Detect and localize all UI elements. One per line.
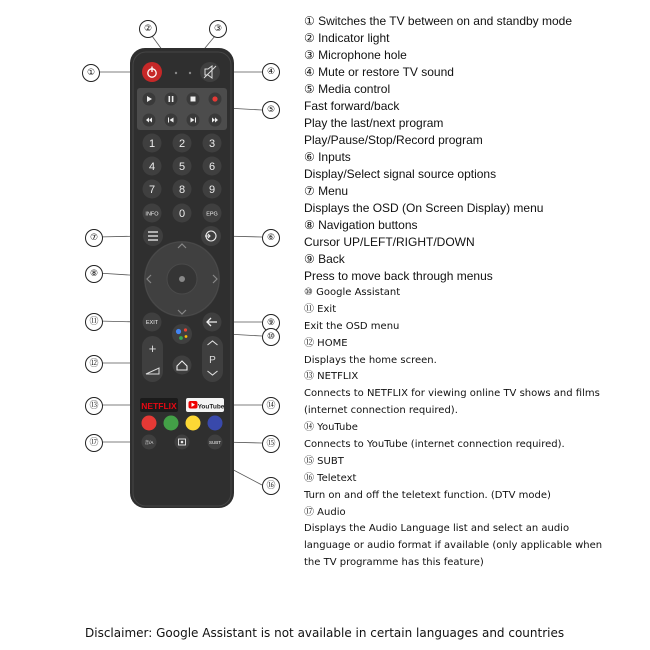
digit-8[interactable]: 8 — [178, 184, 186, 196]
legend-line: ⑤ Media control — [304, 82, 391, 96]
mute-button[interactable] — [200, 62, 220, 82]
netflix-logo: NETFLIX — [141, 401, 177, 411]
legend-line: Displays the Audio Language list and select an audio — [304, 523, 570, 535]
input-button[interactable] — [201, 226, 221, 246]
button-legend — [304, 13, 644, 572]
legend-line: ⑩ Google Assistant — [304, 287, 401, 298]
legend-line: ⑦ Menu — [304, 184, 349, 198]
digit-9[interactable]: 9 — [208, 184, 216, 196]
netflix-button[interactable] — [140, 398, 178, 412]
green-key[interactable] — [164, 416, 179, 431]
callout-10: ⑩ — [262, 328, 280, 346]
youtube-button[interactable] — [186, 398, 225, 412]
legend-line: ⑮ SUBT — [304, 455, 344, 467]
legend-line: Cursor UP/LEFT/RIGHT/DOWN — [304, 235, 475, 249]
legend-line: Display/Select signal source options — [304, 167, 497, 181]
exit-label: EXIT — [145, 320, 159, 326]
pause-icon — [169, 96, 171, 102]
digit-5[interactable]: 5 — [178, 161, 186, 173]
red-key[interactable] — [142, 416, 157, 431]
legend-line: ⑥ Inputs — [304, 150, 351, 164]
legend-line: ④ Mute or restore TV sound — [304, 65, 454, 79]
legend-line: Displays the home screen. — [304, 354, 437, 366]
volume-up-icon: + — [148, 341, 157, 356]
digit-3[interactable]: 3 — [208, 138, 216, 150]
home-button[interactable] — [173, 356, 192, 375]
audio-button[interactable] — [142, 435, 157, 450]
program-label: P — [209, 355, 216, 366]
menu-button[interactable] — [143, 226, 163, 246]
callout-12: ⑫ — [85, 355, 103, 373]
callout-17: ⑰ — [85, 434, 103, 452]
digit-7[interactable]: 7 — [148, 184, 156, 196]
digit-2[interactable]: 2 — [178, 138, 186, 150]
callout-16: ⑯ — [262, 477, 280, 495]
legend-line: ⑪ Exit — [304, 303, 337, 315]
legend-line: ⑬ NETFLIX — [304, 371, 359, 383]
volume-rocker[interactable] — [142, 336, 163, 382]
callout-3: ③ — [209, 20, 227, 38]
callout-4: ④ — [262, 63, 280, 81]
legend-line: Press to move back through menus — [304, 269, 493, 283]
youtube-logo: YouTube — [197, 403, 225, 411]
legend-line: ⑯ Teletext — [304, 472, 357, 484]
info-button[interactable]: INFO — [145, 211, 159, 218]
subt-button[interactable] — [208, 435, 223, 450]
callout-1: ① — [82, 64, 100, 82]
legend-line: (internet connection required). — [304, 405, 458, 417]
back-button[interactable] — [203, 313, 222, 332]
callout-5: ⑤ — [262, 101, 280, 119]
digit-4[interactable]: 4 — [148, 161, 156, 173]
legend-line: Turn on and off the teletext function. (DTV mode) — [304, 489, 551, 501]
legend-line: ① Switches the TV between on and standby mode — [304, 14, 573, 28]
program-rocker[interactable] — [202, 336, 223, 382]
legend-line: Play/Pause/Stop/Record program — [304, 133, 483, 147]
callout-9: ⑨ — [262, 314, 280, 332]
legend-line: ⑨ Back — [304, 252, 345, 266]
callout-7: ⑦ — [85, 229, 103, 247]
pause-button[interactable] — [165, 93, 178, 106]
legend-line: Displays the OSD (On Screen Display) menu — [304, 201, 544, 215]
microphone-hole — [189, 72, 191, 74]
legend-line: ⑧ Navigation buttons — [304, 218, 418, 232]
digit-1[interactable]: 1 — [148, 138, 156, 150]
remote-diagram — [0, 0, 300, 540]
navigation-pad[interactable] — [144, 241, 220, 317]
callout-14: ⑭ — [262, 397, 280, 415]
teletext-button[interactable] — [175, 435, 190, 450]
epg-button[interactable]: EPG — [206, 211, 218, 218]
record-icon — [212, 96, 217, 101]
legend-line: ② Indicator light — [304, 31, 390, 45]
legend-line: Connects to YouTube (internet connection required). — [304, 439, 565, 451]
callout-8: ⑧ — [85, 265, 103, 283]
legend-line: ⑭ YouTube — [304, 422, 358, 434]
callout-15: ⑮ — [262, 435, 280, 453]
exit-button[interactable] — [143, 313, 162, 332]
legend-line: ③ Microphone hole — [304, 48, 407, 62]
indicator-light — [175, 72, 177, 74]
yellow-key[interactable] — [186, 416, 201, 431]
callout-6: ⑥ — [262, 229, 280, 247]
legend-line: the TV programme has this feature) — [304, 557, 484, 569]
callout-11: ⑪ — [85, 313, 103, 331]
callout-2: ② — [139, 20, 157, 38]
digit-6[interactable]: 6 — [208, 161, 216, 173]
legend-line: ⑰ Audio — [304, 506, 346, 518]
legend-line: Fast forward/back — [304, 99, 400, 113]
digit-0[interactable]: 0 — [178, 208, 186, 220]
stop-icon — [191, 97, 196, 102]
subt-label: SUBT — [208, 440, 222, 445]
legend-line: Play the last/next program — [304, 116, 444, 130]
legend-line: ⑫ HOME — [304, 337, 348, 349]
audio-label: 音/A — [144, 440, 154, 445]
power-button[interactable] — [142, 62, 162, 82]
legend-line: language or audio format if available (only applicable when — [304, 540, 603, 552]
legend-line: Exit the OSD menu — [304, 320, 400, 332]
blue-key[interactable] — [208, 416, 223, 431]
remote-illustration — [0, 0, 300, 540]
google-assistant-icon — [176, 329, 181, 334]
disclaimer-text: Disclaimer: Google Assistant is not available in certain languages and countries — [85, 626, 565, 640]
callout-13: ⑬ — [85, 397, 103, 415]
google-assistant-button[interactable] — [172, 324, 192, 344]
legend-line: Connects to NETFLIX for viewing online TV shows and films — [304, 388, 600, 400]
